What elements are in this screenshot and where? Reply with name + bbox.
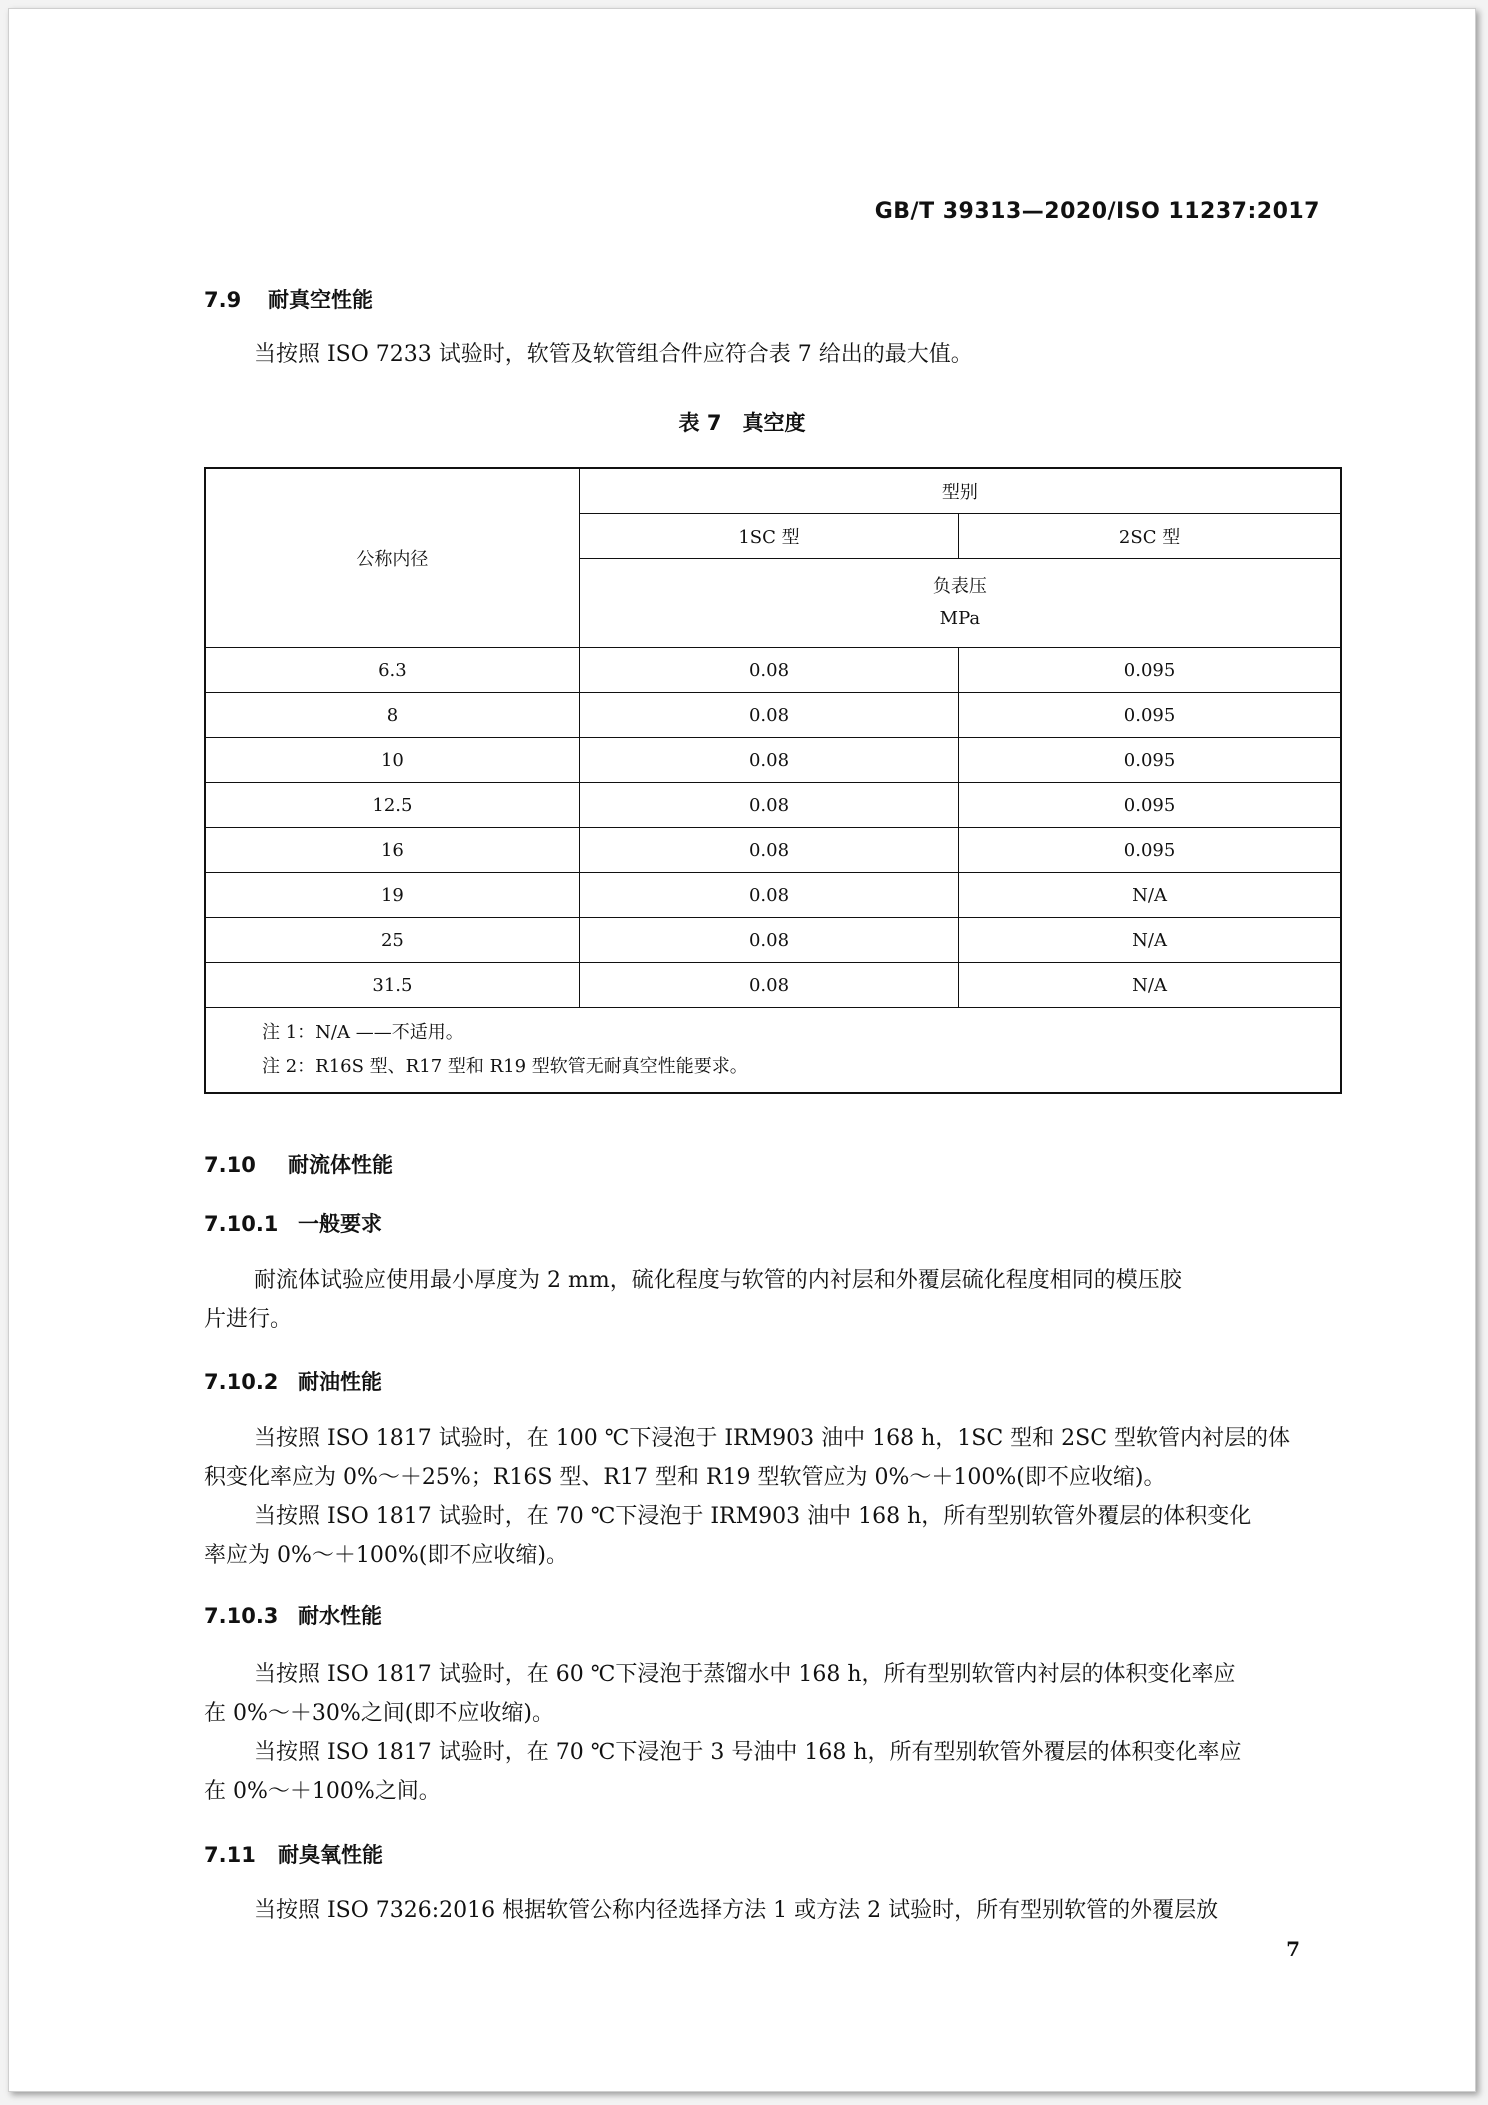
table-row: 25 0.08 N/A (205, 918, 1341, 963)
table-row: 19 0.08 N/A (205, 873, 1341, 918)
header-nominal-diameter: 公称内径 (205, 468, 579, 648)
header-type: 型别 (579, 468, 1341, 514)
table-row: 16 0.08 0.095 (205, 828, 1341, 873)
section-number: 7.9 (204, 288, 242, 312)
table-row: 6.3 0.08 0.095 (205, 648, 1341, 693)
section-7-10-2-heading: 7.10.2 耐油性能 (204, 1370, 382, 1394)
document-page (8, 8, 1476, 2092)
section-7-10-3-paragraphs: 当按照 ISO 1817 试验时，在 60 ℃下浸泡于蒸馏水中 168 h，所有型别软管内衬层的体积变化率应 在 0%～＋30%之间(即不应收缩)。 当按照 ISO 1817 试验时，在 70 ℃下浸泡于 3 号油中 168 h，所有型别软管外覆层的体积变化率应 在 0%～＋100%之间。 (204, 1662, 1242, 1804)
header-1sc: 1SC 型 (579, 514, 958, 559)
note-1: 注 1：N/A ——不适用。 (262, 1022, 464, 1043)
note-2: 注 2：R16S 型、R17 型和 R19 型软管无耐真空性能要求。 (262, 1056, 748, 1077)
section-7-10-2-paragraphs: 当按照 ISO 1817 试验时，在 100 ℃下浸泡于 IRM903 油中 168 h，1SC 型和 2SC 型软管内衬层的体 积变化率应为 0%～＋25%；R16S 型、R17 型和 R19 型软管应为 0%～＋100%(即不应收缩)。 当按照 ISO 1817 试验时，在 70 ℃下浸泡于 IRM903 油中 168 h，所有型别软管外覆层的体积变化 率应为 0%～＋100%(即不应收缩)。 (204, 1426, 1291, 1568)
section-title: 耐真空性能 (268, 288, 373, 312)
page-number: 7 (1286, 1937, 1300, 1961)
section-7-9-heading (204, 284, 373, 314)
section-7-10-3-heading: 7.10.3 耐水性能 (204, 1604, 382, 1628)
table-row: 12.5 0.08 0.095 (205, 783, 1341, 828)
table-notes (205, 1008, 1341, 1094)
vacuum-table (204, 467, 1342, 1094)
header-2sc: 2SC 型 (959, 514, 1341, 559)
table-row: 10 0.08 0.095 (205, 738, 1341, 783)
standard-code: GB/T 39313—2020/ISO 11237:2017 (874, 199, 1320, 224)
table-row: 31.5 0.08 N/A (205, 963, 1341, 1008)
section-7-10-1-paragraph: 耐流体试验应使用最小厚度为 2 mm，硫化程度与软管的内衬层和外覆层硫化程度相同的模压胶 片进行。 (204, 1268, 1182, 1332)
header-negative-pressure: 负表压 MPa (579, 559, 1341, 648)
section-7-10-heading: 7.10 耐流体性能 (204, 1153, 393, 1177)
table-row: 8 0.08 0.095 (205, 693, 1341, 738)
section-7-11-paragraph: 当按照 ISO 7326:2016 根据软管公称内径选择方法 1 或方法 2 试验时，所有型别软管的外覆层放 (254, 1898, 1219, 1923)
section-7-10-1-heading: 7.10.1 一般要求 (204, 1212, 382, 1236)
table-caption: 表 7 真空度 (678, 411, 806, 435)
section-7-9-paragraph: 当按照 ISO 7233 试验时，软管及软管组合件应符合表 7 给出的最大值。 (254, 342, 973, 367)
section-7-11-heading: 7.11 耐臭氧性能 (204, 1843, 383, 1867)
